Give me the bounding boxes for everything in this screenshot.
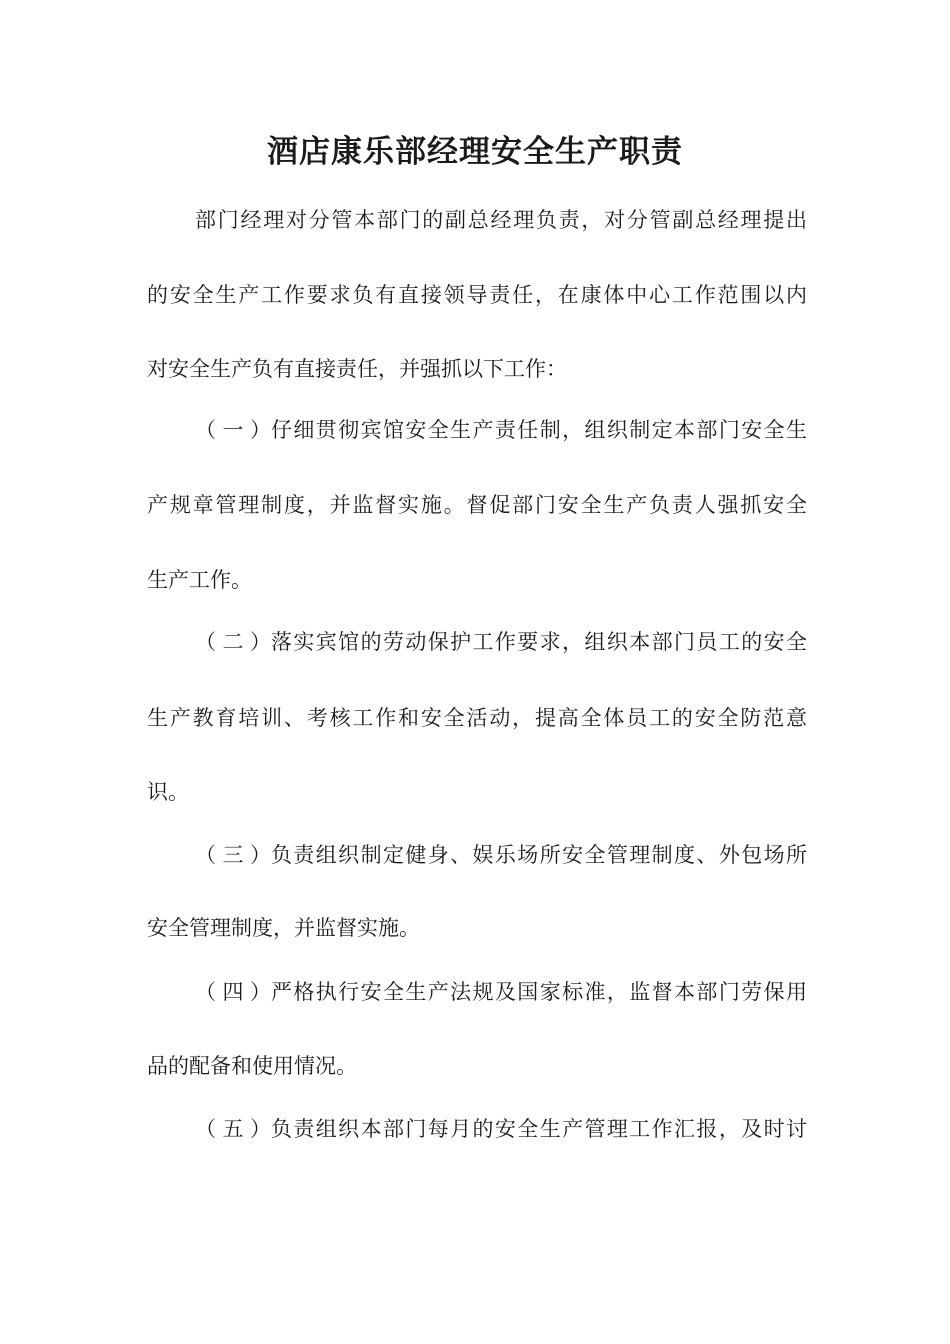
item-first-line <box>195 977 807 1007</box>
intro-line: 部门经理对分管本部门的副总经理负责，对分管副总经理提出 <box>195 208 807 232</box>
item-continuation-line: 安全管理制度，并监督实施。 <box>147 916 420 940</box>
item-number: （五） <box>195 1117 271 1141</box>
item-first-line <box>195 627 807 657</box>
item-text: 负责组织本部门每月的安全生产管理工作汇报，及时讨 <box>271 1117 807 1141</box>
item-continuation-line: 产规章管理制度，并监督实施。督促部门安全生产负责人强抓安全 <box>147 493 807 517</box>
item-continuation-line: 生产教育培训、考核工作和安全活动，提高全体员工的安全防范意 <box>147 706 807 730</box>
item-text: 负责组织制定健身、娱乐场所安全管理制度、外包场所 <box>271 843 807 867</box>
item-number: （三） <box>195 843 271 867</box>
document-title: 酒店康乐部经理安全生产职责 <box>267 134 683 170</box>
item-text: 落实宾馆的劳动保护工作要求，组织本部门员工的安全 <box>271 630 807 654</box>
intro-line: 对安全生产负有直接责任，并强抓以下工作： <box>147 357 567 381</box>
item-continuation-line: 识。 <box>147 780 189 804</box>
item-first-line <box>195 840 807 870</box>
item-first-line <box>195 415 807 445</box>
item-number: （二） <box>195 630 271 654</box>
intro-line: 的安全生产工作要求负有直接领导责任，在康体中心工作范围以内 <box>147 283 807 307</box>
item-text: 仔细贯彻宾馆安全生产责任制，组织制定本部门安全生 <box>271 418 807 442</box>
item-continuation-line: 生产工作。 <box>147 568 252 592</box>
item-continuation-line: 品的配备和使用情况。 <box>147 1054 357 1078</box>
item-number: （一） <box>195 418 271 442</box>
item-text: 严格执行安全生产法规及国家标准，监督本部门劳保用 <box>271 980 807 1004</box>
item-number: （四） <box>195 980 271 1004</box>
item-first-line <box>195 1114 807 1144</box>
